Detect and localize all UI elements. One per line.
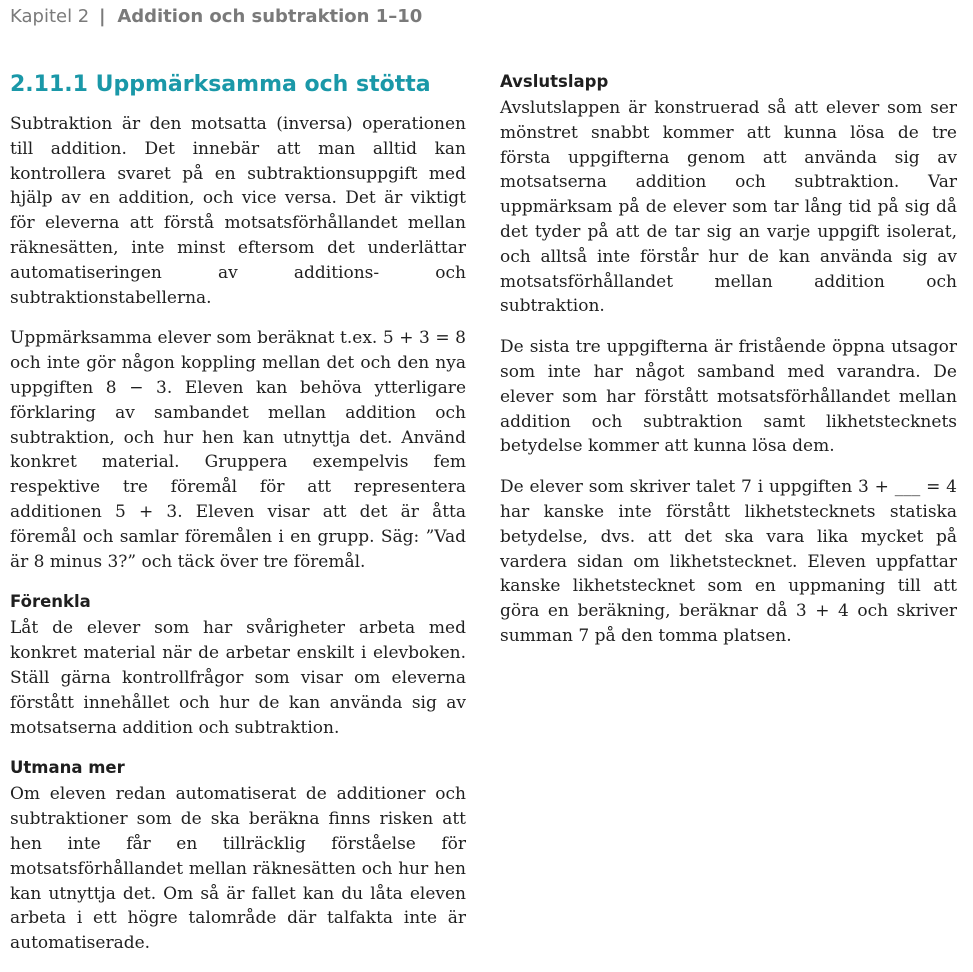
paragraph-simplify: Låt de elever som har svårigheter arbeta med konkret material när de arbetar enskilt i elevboken. Ställ gärna kontrollfrågor som visar om eleverna förstått innehållet och hur de kan använda sig av motsatserna addition och subtraktion. (10, 618, 466, 738)
paragraph-equals-sign: De elever som skriver talet 7 i uppgiften 3 + ___ = 4 har kanske inte förstått likhetstecknets statiska betydelse, dvs. att det ska vara lika mycket på vardera sidan om likhetstecknet. Eleven uppfattar kanske likhetstecknet som en uppmaning till att göra en beräkning, beräknar då 3 + 4 och skriver summan 7 på den tomma platsen. (500, 477, 957, 646)
paragraph-open-statements: De sista tre uppgifterna är fristående öppna utsagor som inte har något samband med varandra. De elever som har förstått motsatsförhållandet mellan addition och subtraktion samt likhetstecknets betydelse kommer att kunna lösa dem. (500, 337, 957, 457)
subheading-exit-ticket: Avslutslapp (500, 72, 609, 91)
paragraph-notice-students: Uppmärksamma elever som beräknat t.ex. 5 + 3 = 8 och inte gör någon koppling mellan det och den nya uppgiften 8 − 3. Eleven kan behöva ytterligare förklaring av sambandet mellan addition och subtraktion, och hur hen kan utnyttja det. Använd konkret material. Gruppera exempelvis fem respektive tre föremål för att representera additionen 5 + 3. Eleven visar att det är åtta föremål och samlar föremålen i en grupp. Säg: ”Vad är 8 minus 3?” och täck över tre föremål. (10, 328, 466, 572)
subheading-simplify: Förenkla (10, 592, 91, 612)
chapter-label: Kapitel 2 (10, 6, 90, 27)
paragraph-exit-ticket: Avslutslappen är konstruerad så att elever som ser mönstret snabbt kommer att kunna lösa de tre första uppgifterna genom att använda sig av motsatserna addition och subtraktion. Var uppmärksam på de elever som tar lång tid på sig då det tyder på att de tar sig an varje uppgift isolerat, och alltså inte förstår hur de kan använda sig av motsatsförhållandet mellan addition och subtraktion. (500, 98, 957, 317)
left-column (10, 70, 466, 972)
running-header (10, 6, 422, 27)
paragraph-inverse-operation: Subtraktion är den motsatta (inversa) operationen till addition. Det innebär att man alltid kan kontrollera svaret på en subtraktionsuppgift med hjälp av en addition, och vice versa. Det är viktigt för eleverna att förstå motsatsförhållandet mellan räknesätten, inte minst eftersom det underlättar automatiseringen av additions- och subtraktionstabellerna. (10, 114, 466, 308)
header-separator: | (99, 6, 106, 27)
section-heading: 2.11.1 Uppmärksamma och stötta (10, 72, 431, 97)
subheading-challenge: Utmana mer (10, 758, 125, 778)
paragraph-challenge: Om eleven redan automatiserat de additioner och subtraktioner som de ska beräkna finns risken att hen inte får en tillräcklig förståelse för motsatsförhållandet mellan räknesätten och hur hen kan utnyttja det. Om så är fallet kan du låta eleven arbeta i ett högre talområde där talfakta inte är automatiserade. (10, 784, 466, 954)
chapter-title: Addition och subtraktion 1–10 (117, 6, 423, 27)
right-column (500, 70, 957, 665)
